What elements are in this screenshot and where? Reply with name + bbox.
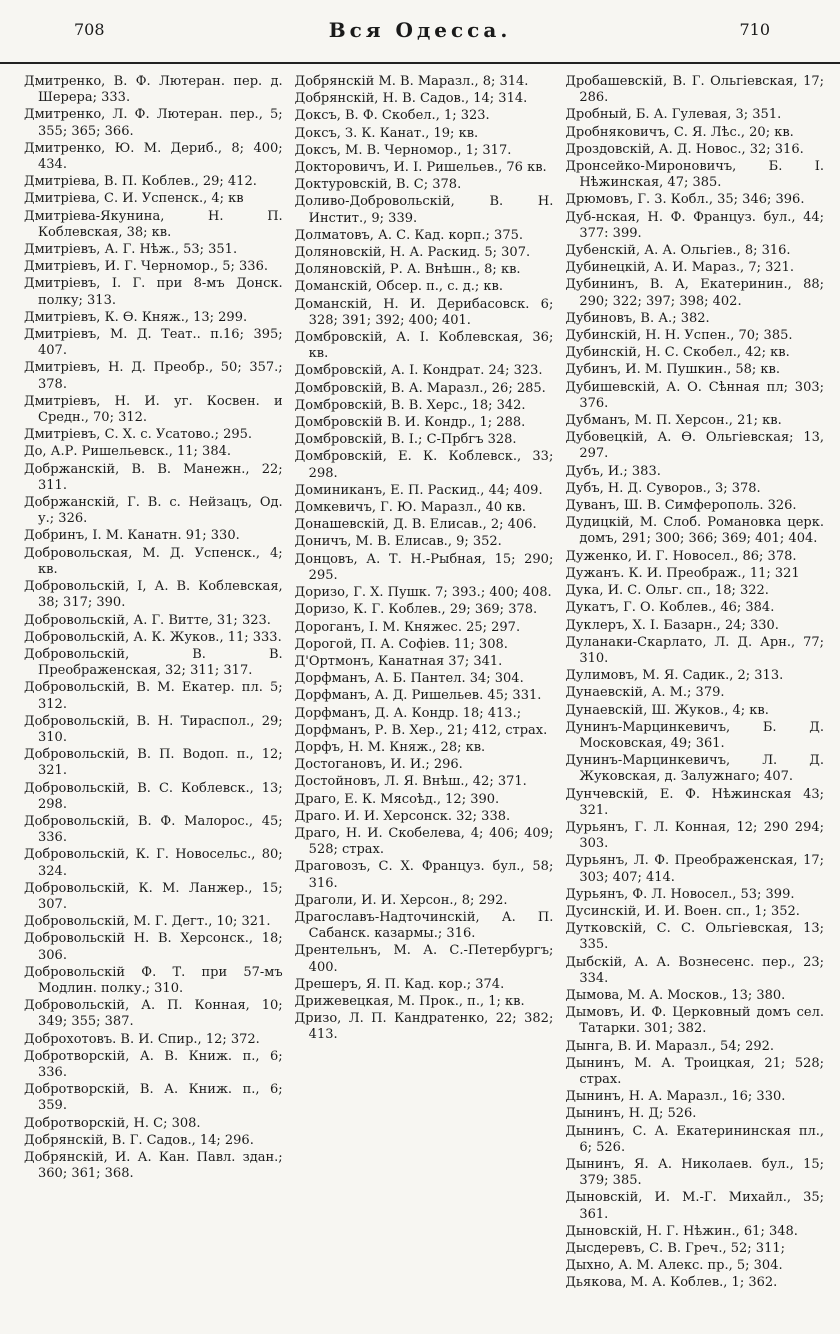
directory-entry: Дымовъ, И. Ф. Церковный домъ сел. Татарки. 301; 382.: [565, 1005, 825, 1037]
directory-entry: Дынинъ, Н. Д; 526.: [565, 1106, 697, 1122]
directory-entry: Доксъ, З. К. Канат., 19; кв.: [294, 125, 479, 141]
directory-entry: Домбровскій В. И. Кондр., 1; 288.: [294, 415, 526, 431]
directory-entry: Драго, Е. К. Мясоѣд., 12; 390.: [294, 791, 500, 807]
directory-entry: Дризо, Л. П. Кандратенко, 22; 382; 413.: [294, 1011, 554, 1043]
directory-entry: Дыхно, А. М. Алекс. пр., 5; 304.: [565, 1258, 783, 1274]
directory-entry: Дорогой, П. А. Софіев. 11; 308.: [294, 636, 508, 652]
directory-entry: Дробный, Б. А. Гулевая, 3; 351.: [565, 107, 782, 123]
directory-entry: Драго, Н. И. Скобелева, 4; 406; 409; 528; страх.: [294, 825, 554, 858]
directory-entry: Дысдеревъ, С. В. Греч., 52; 311;: [565, 1241, 785, 1257]
directory-entry: Дудицкій, М. Слоб. Романовка церк. домъ, 291; 300; 366; 369; 401; 404.: [565, 515, 825, 547]
directory-entry: Дубманъ, М. П. Херсон., 21; кв.: [565, 413, 782, 429]
directory-entry: Доманскій, Обсер. п., с. д.; кв.: [294, 279, 503, 295]
directory-entry: Доманскій, Н. И. Дерибасовск. 6; 328; 391; 392; 400; 401.: [294, 296, 554, 328]
directory-entry: Дорфманъ, А. Б. Пантел. 34; 304.: [294, 671, 524, 687]
directory-entry: Дунчевскій, Е. Ф. Нѣжинская 43; 321.: [565, 786, 825, 818]
directory-entry: Дубинъ, И. М. Пушкин., 58; кв.: [565, 362, 780, 378]
page-number-left: 708: [74, 20, 105, 39]
directory-entry: Добровольскій, I, А. В. Коблевская, 38; 317; 390.: [24, 579, 283, 611]
directory-entry: Добротворскій, А. В. Книж. п., 6; 336.: [24, 1048, 283, 1080]
directory-entry: Добровольскій, А. Г. Витте, 31; 323.: [24, 612, 271, 628]
directory-entry: Добровольскій, В. Ф. Малорос., 45; 336.: [24, 813, 283, 846]
directory-entry: Драголи, И. И. Херсон., 8; 292.: [294, 892, 508, 908]
directory-entry: Домбровскій, В. I.; С-Прбгъ 328.: [294, 432, 517, 448]
directory-entry: Доксъ, В. Ф. Скобел., 1; 323.: [294, 108, 490, 124]
directory-entry: Добровольскій, А. П. Конная, 10; 349; 355; 387.: [24, 998, 283, 1030]
directory-entry: Дука, И. С. Ольг. сп., 18; 322.: [565, 583, 769, 599]
directory-entry: Добрянскій М. В. Маразл., 8; 314.: [294, 74, 529, 89]
directory-entry: Дынинъ, Н. А. Маразл., 16; 330.: [565, 1089, 786, 1105]
directory-entry: Дубишевскій, А. О. Сѣнная пл; 303; 376.: [565, 379, 825, 411]
directory-entry: Дмитріева, С. И. Успенск., 4; кв: [24, 191, 244, 207]
directory-entry: Дмитренко, В. Ф. Лютеран. пер. д. Шерера; 333.: [24, 74, 283, 106]
directory-entry: Дмитріевъ, I. Г. при 8-мъ Донск. полку; 313.: [24, 276, 283, 308]
directory-entry: Дорфманъ, Д. А. Кондр. 18; 413.;: [294, 705, 522, 721]
directory-entry: Достойновъ, Л. Я. Внѣш., 42; 371.: [294, 774, 527, 790]
directory-entry: Дробашевскій, В. Г. Ольгіевская, 17; 286.: [565, 74, 825, 106]
directory-entry: Дубиновъ, В. А.; 382.: [565, 310, 710, 326]
directory-entry: Дынинъ, М. А. Троицкая, 21; 528; страх.: [565, 1055, 825, 1087]
directory-entry: Добровольскій, В. П. Водоп. п., 12; 321.: [24, 747, 283, 779]
directory-entry: До, А.Р. Ришельевск., 11; 384.: [24, 444, 231, 460]
directory-entry: Дмитренко, Л. Ф. Лютеран. пер., 5; 355; 365; 366.: [24, 107, 283, 139]
directory-entry: Дуженко, И. Г. Новосел., 86; 378.: [565, 548, 797, 564]
column-1: [24, 74, 283, 1324]
directory-entry: Доктуровскій, В. С; 378.: [294, 177, 462, 193]
directory-entry: Добровольскій, К. М. Ланжер., 15; 307.: [24, 880, 283, 912]
column-2: [295, 74, 554, 1324]
directory-entry: Добринъ, I. М. Канатн. 91; 330.: [24, 528, 240, 544]
directory-entry: Доляновскій, Н. А. Раскид. 5; 307.: [294, 245, 531, 261]
directory-entry: Доминиканъ, Е. П. Раскид., 44; 409.: [294, 482, 543, 498]
directory-entry: Дмитріевъ, К. Ѳ. Княж., 13; 299.: [24, 309, 248, 325]
directory-entry: Дмитріева-Якунина, Н. П. Коблевская, 38; кв.: [24, 208, 283, 240]
page-number-right: 710: [739, 20, 770, 39]
directory-entry: Доризо, К. Г. Коблев., 29; 369; 378.: [294, 602, 538, 618]
directory-entry: Дутковскій, С. С. Ольгіевская, 13; 335.: [565, 921, 825, 953]
directory-entry: Дубинецкій, А. И. Мараз., 7; 321.: [565, 260, 795, 276]
directory-entry: Дынинъ, С. А. Екатерининская пл., 6; 526.: [565, 1123, 825, 1155]
directory-entry: Донашевскій, Д. В. Елисав., 2; 406.: [294, 517, 537, 533]
directory-entry: Д'Ортмонъ, Канатная 37; 341.: [294, 653, 503, 669]
directory-entry: Долматовъ, А. С. Кад. корп.; 375.: [294, 227, 523, 243]
directory-entry: Дунинъ-Марцинкевичъ, Л. Д. Жуковская, д. Залужнаго; 407.: [565, 753, 825, 785]
directory-entry: Дурьянъ, Л. Ф. Преображенская, 17; 303; 407; 414.: [565, 853, 825, 885]
directory-entry: Дусинскій, И. И. Воен. сп., 1; 352.: [565, 903, 800, 919]
directory-entry: Дробняковичъ, С. Я. Лѣс., 20; кв.: [565, 124, 794, 140]
directory-entry: Дубининъ, В. А, Екатеринин., 88; 290; 322; 397; 398; 402.: [565, 277, 825, 309]
directory-entry: Добржанскій, Г. В. с. Нейзацъ, Од. у.; 326.: [24, 495, 283, 527]
directory-entry: Дубинскій, Н. С. Скобел., 42; кв.: [565, 345, 790, 361]
directory-entry: Домбровскій, А. I. Кондрат. 24; 323.: [294, 363, 543, 379]
directory-entry: Достогановъ, И. И.; 296.: [294, 757, 463, 773]
directory-entry: Доризо, Г. Х. Пушк. 7; 393.; 400; 408.: [294, 585, 552, 601]
directory-entry: Дрешеръ, Я. П. Кад. кор.; 374.: [294, 976, 505, 992]
directory-entry: Дмитріева, В. П. Коблев., 29; 412.: [24, 174, 257, 190]
directory-entry: Дуклеръ, Х. I. Базарн., 24; 330.: [565, 617, 779, 633]
directory-entry: Дорфманъ, А. Д. Ришельев. 45; 331.: [294, 688, 542, 704]
directory-entry: Дмитріевъ, И. Г. Черномор., 5; 336.: [24, 259, 268, 275]
directory-entry: Добровольскій, В. М. Екатер. пл. 5; 312.: [24, 680, 283, 712]
directory-entry: Дуванъ, Ш. В. Симферополь. 326.: [565, 498, 797, 514]
page-header: [0, 0, 840, 64]
directory-entry: Драговозъ, С. Х. Француз. бул., 58; 316.: [294, 859, 554, 891]
directory-entry: Добржанскій, В. В. Манежн., 22; 311.: [24, 461, 283, 493]
directory-entry: Дынинъ, Я. А. Николаев. бул., 15; 379; 385.: [565, 1157, 825, 1189]
directory-entry: Домбровскій, А. I. Коблевская, 36; кв.: [294, 330, 554, 362]
directory-entry: Дуланаки-Скарлато, Л. Д. Арн., 77; 310.: [565, 634, 825, 666]
directory-entry: Дмитріевъ, Н. Д. Преобр., 50; 357.; 378.: [24, 360, 283, 392]
directory-entry: Добровольскій, В. С. Коблевск., 13; 298.: [24, 780, 283, 812]
directory-entry: Домбровскій, Е. К. Коблевск., 33; 298.: [294, 449, 554, 481]
column-3: [565, 74, 824, 1324]
directory-entry: Дыбскій, А. А. Вознесенс. пер., 23; 334.: [565, 954, 825, 986]
directory-entry: Дурьянъ, Ф. Л. Новосел., 53; 399.: [565, 886, 795, 902]
directory-entry: Драгославъ-Надточинскій, А. П. Сабанск. казармы.; 316.: [294, 909, 554, 942]
directory-entry: Добрянскій, Н. В. Садов., 14; 314.: [294, 91, 528, 107]
running-title: Вся Одесса.: [328, 18, 512, 42]
directory-entry: Дужанъ. К. И. Преображ., 11; 321: [565, 565, 800, 581]
directory-entry: Дулимовъ, М. Я. Садик., 2; 313.: [565, 668, 784, 684]
directory-entry: Дубъ, Н. Д. Суворов., 3; 378.: [565, 480, 761, 496]
directory-entry: Добротворскій, Н. С; 308.: [24, 1115, 201, 1131]
directory-entry: Дмитріевъ, М. Д. Теат.. п.16; 395; 407.: [24, 327, 283, 359]
directory-entry: Дроздовскій, А. Д. Новос., 32; 316.: [565, 141, 804, 157]
directory-entry: Дорфманъ, Р. В. Хер., 21; 412, страх.: [294, 722, 548, 738]
directory-entry: Драго. И. И. Херсонск. 32; 338.: [294, 808, 511, 824]
directory-entry: Дукатъ, Г. О. Коблев., 46; 384.: [565, 600, 775, 616]
directory-entry: Добровольскій, А. К. Жуков., 11; 333.: [24, 629, 282, 645]
directory-entry: Домбровскій, В. В. Херс., 18; 342.: [294, 397, 526, 413]
directory-entry: Дрюмовъ, Г. 3. Кобл., 35; 346; 396.: [565, 192, 805, 208]
directory-entry: Дрентельнъ, М. А. С.-Петербургъ; 400.: [294, 943, 554, 975]
directory-entry: Дубовецкій, А. Ѳ. Ольгіевская; 13, 297.: [565, 430, 825, 462]
directory-entry: Дынга, В. И. Маразл., 54; 292.: [565, 1038, 775, 1054]
directory-entry: Добровольскій, В. В. Преображенская, 32; 311; 317.: [24, 646, 283, 679]
directory-entry: Дуб-нская, Н. Ф. Француз. бул., 44; 377: 399.: [565, 209, 825, 241]
directory-entry: Добровольскій Ф. Т. при 57-мъ Модлин. полку.; 310.: [24, 964, 283, 996]
directory-entry: Дмитріевъ, Н. И. уг. Косвен. и Средн., 70; 312.: [24, 393, 283, 426]
directory-entry: Доничъ, М. В. Елисав., 9; 352.: [294, 534, 502, 550]
directory-entry: Добрянскій, В. Г. Садов., 14; 296.: [24, 1132, 254, 1148]
directory-entry: Дунинъ-Марцинкевичъ, Б. Д. Московская, 49; 361.: [565, 719, 825, 751]
directory-entry: Доливо-Добровольскій, В. Н. Инстит., 9; 339.: [294, 194, 554, 226]
directory-entry: Добровольская, М. Д. Успенск., 4; кв.: [24, 545, 283, 577]
directory-entry: Дороганъ, I. М. Княжес. 25; 297.: [294, 619, 521, 635]
directory-entry: Добровольскій, К. Г. Новосельс., 80; 324.: [24, 847, 283, 879]
directory-entry: Дронсейко-Мироновичъ, Б. I. Нѣжинская, 47; 385.: [565, 159, 825, 191]
directory-entry: Дубъ, И.; 383.: [565, 463, 661, 479]
directory-entry: Дорфъ, Н. М. Княж., 28; кв.: [294, 739, 486, 755]
directory-entry: Докторовичъ, И. I. Ришельев., 76 кв.: [294, 160, 547, 176]
directory-entry: Дмитріевъ, А. Г. Нѣж., 53; 351.: [24, 242, 238, 258]
directory-entry: Добрянскій, И. А. Кан. Павл. здан.; 360; 361; 368.: [24, 1150, 283, 1182]
directory-entry: Домкевичъ, Г. Ю. Маразл., 40 кв.: [294, 500, 526, 516]
directory-entry: Добротворскій, В. А. Книж. п., 6; 359.: [24, 1082, 283, 1114]
directory-entry: Дунаевскій, А. М.; 379.: [565, 685, 725, 701]
directory-entry: Дыновскій, И. М.-Г. Михайл., 35; 361.: [565, 1190, 825, 1222]
directory-entry: Доляновскій, Р. А. Внѣшн., 8; кв.: [294, 262, 521, 278]
directory-entry: Дрижевецкая, М. Прок., п., 1; кв.: [294, 993, 525, 1009]
directory-entry: Домбровскій, В. А. Маразл., 26; 285.: [294, 380, 546, 396]
directory-entry: Дурьянъ, Г. Л. Конная, 12; 290 294; 303.: [565, 819, 825, 852]
directory-entry: Дубенскій, А. А. Ольгіев., 8; 316.: [565, 243, 791, 259]
directory-entry: Дыновскій, Н. Г. Нѣжин., 61; 348.: [565, 1223, 798, 1239]
directory-entry: Донцовъ, А. Т. Н.-Рыбная, 15; 290; 295.: [294, 551, 554, 583]
columns-container: [24, 74, 824, 1324]
directory-entry: Дмитренко, Ю. М. Дериб., 8; 400; 434.: [24, 140, 283, 173]
directory-entry: Добровольскій Н. В. Херсонск., 18; 306.: [24, 931, 283, 963]
directory-entry: Доксъ, М. В. Черномор., 1; 317.: [294, 142, 512, 158]
directory-entry: Добровольскій, В. Н. Тираспол., 29; 310.: [24, 713, 283, 745]
directory-entry: Дьякова, М. А. Коблев., 1; 362.: [565, 1275, 778, 1291]
directory-entry: Дубинскій, Н. Н. Успен., 70; 385.: [565, 328, 793, 344]
directory-entry: Дымова, М. А. Москов., 13; 380.: [565, 987, 786, 1003]
directory-entry: Доброхотовъ. В. И. Спир., 12; 372.: [24, 1031, 260, 1047]
directory-entry: Дмитріевъ, С. Х. с. Усатово.; 295.: [24, 427, 253, 443]
directory-entry: Добровольскій, М. Г. Дегт., 10; 321.: [24, 914, 271, 930]
directory-entry: Дунаевскій, Ш. Жуков., 4; кв.: [565, 702, 769, 718]
